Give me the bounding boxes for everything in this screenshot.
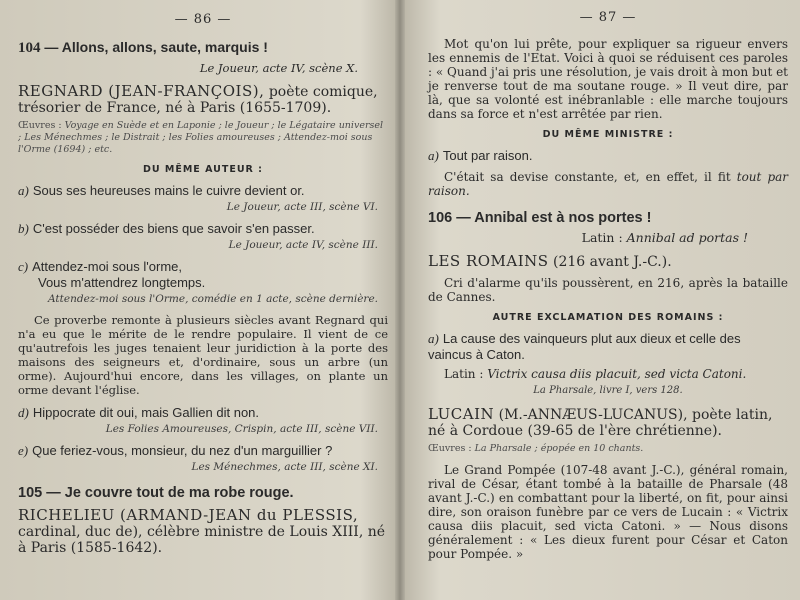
page-number-left: — 86 — [174,12,232,27]
quote-e [18,443,388,459]
quote-letter: d) [18,405,29,420]
section-title-2: AUTRE EXCLAMATION DES ROMAINS : [492,312,724,323]
latin-label: Latin : [444,367,488,381]
note-prefix: C'était sa devise constante, et, en effet, il fit [444,170,737,184]
entry-106-paragraph-2: Le Grand Pompée (107-48 avant J.-C.), général romain, rival de César, étant tombé à la bataille de Pharsale (48 avant J.-C.) en combattant pour la liberté, on fit, pour ainsi dire, son oraison funèbre par ce vers de Lucain : « Victrix causa diis placuit, sed victa Catoni. » — Nous disons généralement : « Les dieux furent pour César et Caton pour Pompée. » [428,463,788,561]
quote-text: La cause des vainqueurs plut aux dieux et celle des vaincus à Caton. [428,331,741,362]
page-number-right: — 87 — [579,10,637,25]
quote-a-note [428,170,788,198]
latin-text: Annibal ad portas ! [626,230,748,245]
quote-text: Tout par raison. [442,148,533,163]
quote-letter: c) [18,259,29,274]
quote-text: Hippocrate dit oui, mais Gallien dit non. [32,405,260,420]
quote-d [18,405,388,421]
right-page [402,0,800,600]
entry-106-title: — Annibal est à nos portes ! [452,210,652,226]
entry-104-works [18,120,388,156]
entry-105-title: — Je couvre tout de ma robe rouge. [42,485,294,501]
entry-106-author-2 [428,406,788,439]
author-desc: (M.-ANNÆUS-LUCANUS), poète latin, né à Cordoue (39-65 de l'ère chrétienne). [428,407,773,439]
entry-106-paragraph: Cri d'alarme qu'ils poussèrent, en 216, après la bataille de Cannes. [428,276,788,304]
quote-text-line1: Attendez-moi sous l'orme, [32,259,182,274]
author-name: LUCAIN [428,405,495,423]
entry-105-number: 105 [18,485,43,501]
entry-104-title: — Allons, allons, saute, marquis ! [40,39,268,55]
quote-a [18,183,388,199]
entry-106-heading [428,210,788,226]
entry-105-heading [18,485,388,501]
quote-a-source: Le Joueur, acte III, scène VI. [226,201,378,213]
entry-106-number: 106 [428,210,453,226]
quote-letter: b) [18,221,29,236]
quote-c [18,259,388,291]
entry-104-author [18,83,388,116]
quote-b-source: Le Joueur, acte IV, scène III. [228,239,378,251]
works-label: Œuvres : [428,443,475,454]
section-title: DU MÊME AUTEUR : [143,164,263,175]
works-list: La Pharsale ; épopée en 10 chants. [474,443,644,454]
author-name: REGNARD (JEAN-FRANÇOIS), [18,82,265,100]
latin-text: Victrix causa diis placuit, sed victa Catoni. [487,367,747,381]
quote-text-line2: Vous m'attendrez longtemps. [38,275,206,290]
left-page [0,0,398,600]
section-title: DU MÊME MINISTRE : [542,129,674,140]
entry-106-author [428,253,788,270]
latin-line [444,367,788,381]
author-name: RICHELIEU (ARMAND-JEAN du PLESSIS, [18,506,359,524]
works-2 [428,443,788,455]
author-desc: (216 avant J.-C.). [548,254,672,270]
note-italic: tout par raison. [428,170,789,198]
works-label: Œuvres : [18,120,65,131]
author-desc: poète comique, trésorier de France, né à Paris (1655-1709). [18,84,378,116]
quote-letter: a) [18,183,29,198]
latin-source: La Pharsale, livre I, vers 128. [533,385,683,396]
quote-b [18,221,388,237]
quote-c-source: Attendez-moi sous l'Orme, comédie en 1 acte, scène dernière. [48,293,378,305]
works-list: Voyage en Suède et en Laponie ; le Joueur ; le Légataire universel ; Les Ménechmes ; le Distrait ; les Folies amoureuses ; Attendez-moi sous l'Orme (1694) ; etc. [18,120,384,155]
commentary-paragraph: Ce proverbe remonte à plusieurs siècles avant Regnard qui n'a eu que le mérite de le rendre populaire. Il vient de ce qu'autrefois les juges tenaient leur juridiction à la porte des maisons des seigneurs et, d'ordinaire, sous un arbre (un orme). Aujourd'hui encore, dans les villages, on plante un orme devant l'église. [18,313,388,397]
quote-106-a [428,331,788,363]
author-desc: cardinal, duc de), célèbre ministre de Louis XIII, né à Paris (1585-1642). [18,524,386,556]
continued-paragraph: Mot qu'on lui prête, pour expliquer sa rigueur envers les ennemis de l'Etat. Voici à quoi se réduisent ces paroles : « Quand j'ai pris une résolution, je vais droit à mon but et je renverse tout de ma soutane rouge. » Il veut dire, par là, que sa volonté est inébranlable : elle marche toujours dans sa force et n'est arrêtée par rien. [428,37,788,121]
entry-106-latin [428,230,748,245]
entry-105-author [18,507,388,556]
entry-104-source: Le Joueur, acte IV, scène X. [199,61,358,75]
quote-e-source: Les Ménechmes, acte III, scène XI. [191,461,378,473]
quote-text: Que feriez-vous, monsieur, du nez d'un marguillier ? [32,443,333,458]
author-name: LES ROMAINS [428,252,549,270]
entry-104-heading [18,39,388,57]
quote-letter: a) [428,331,439,346]
latin-label: Latin : [581,230,627,245]
quote-letter: a) [428,148,439,163]
quote-text: C'est posséder des biens que savoir s'en passer. [32,221,315,236]
quote-d-source: Les Folies Amoureuses, Crispin, acte III, scène VII. [105,423,378,435]
entry-104-number: 104 [18,40,41,56]
quote-a [428,148,788,164]
quote-text: Sous ses heureuses mains le cuivre devient or. [32,183,305,198]
quote-letter: e) [18,443,29,458]
